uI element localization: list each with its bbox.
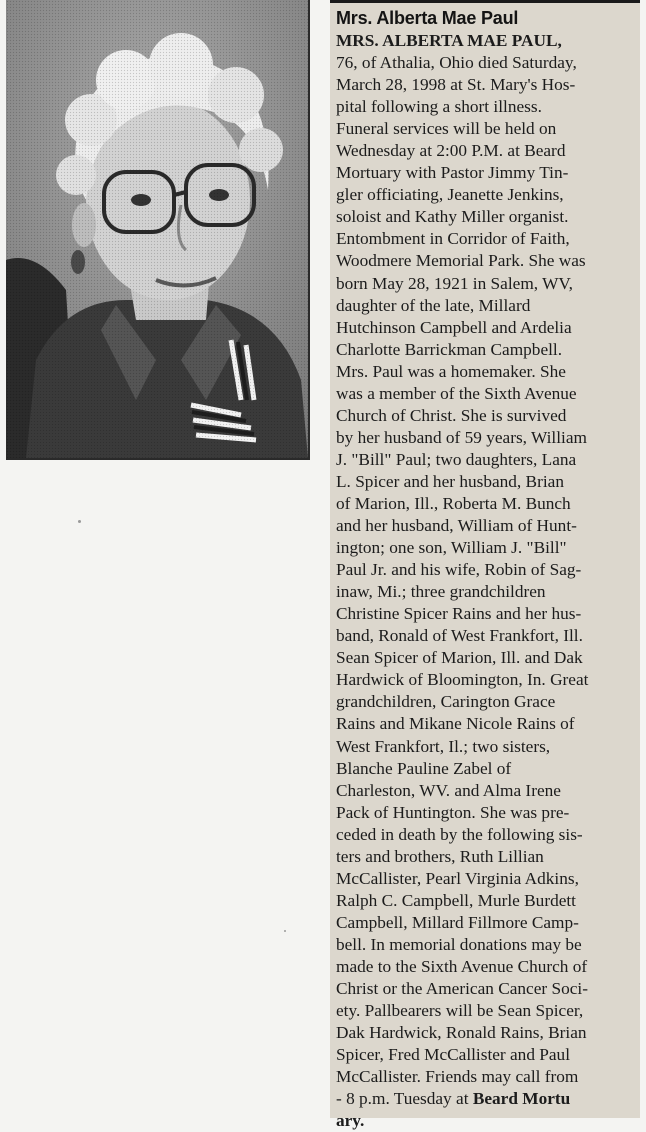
paper-speck xyxy=(78,520,81,523)
obituary-line: Charleston, WV. and Alma Irene xyxy=(336,780,561,800)
obituary-line: Christine Spicer Rains and her hus- xyxy=(336,604,582,624)
obituary-line: McCallister. Friends may call from xyxy=(336,1067,579,1087)
obituary-line: Dak Hardwick, Ronald Rains, Brian xyxy=(336,1023,587,1043)
obituary-column xyxy=(330,0,640,1131)
obituary-line: band, Ronald of West Frankfort, Ill. xyxy=(336,626,583,646)
obituary-line: of Marion, Ill., Roberta M. Bunch xyxy=(336,493,571,513)
obituary-line: Wednesday at 2:00 P.M. at Beard xyxy=(336,141,566,161)
obituary-line: ceded in death by the following sis- xyxy=(336,824,583,844)
obituary-line: born May 28, 1921 in Salem, WV, xyxy=(336,273,573,293)
obituary-line: Spicer, Fred McCallister and Paul xyxy=(336,1045,570,1065)
obituary-line: ington; one son, William J. "Bill" xyxy=(336,538,567,558)
obituary-line: March 28, 1998 at St. Mary's Hos- xyxy=(336,75,576,95)
obituary-line: Entombment in Corridor of Faith, xyxy=(336,229,570,249)
portrait-image xyxy=(6,0,308,458)
obituary-line: soloist and Kathy Miller organist. xyxy=(336,207,569,227)
obituary-line: Sean Spicer of Marion, Ill. and Dak xyxy=(336,648,583,668)
obituary-line: Ralph C. Campbell, Murle Burdett xyxy=(336,890,576,910)
obituary-heading: Mrs. Alberta Mae Paul xyxy=(336,8,519,28)
obituary-line: Mortuary with Pastor Jimmy Tin- xyxy=(336,163,569,183)
funeral-home-name: Beard Mortu xyxy=(472,1089,571,1109)
obituary-line: J. "Bill" Paul; two daughters, Lana xyxy=(336,449,577,469)
obituary-line: was a member of the Sixth Avenue xyxy=(336,383,577,403)
obituary-line: Paul Jr. and his wife, Robin of Sag- xyxy=(336,560,582,580)
obituary-line: inaw, Mi.; three grandchildren xyxy=(336,582,546,602)
portrait-photo xyxy=(6,0,310,460)
obituary-line: West Frankfort, Il.; two sisters, xyxy=(336,736,551,756)
obituary-line: and her husband, William of Hunt- xyxy=(336,516,577,536)
top-rule xyxy=(330,0,640,3)
obituary-line: 76, of Athalia, Ohio died Saturday, xyxy=(336,53,577,73)
obituary-line-last: ary. xyxy=(336,1111,365,1131)
obituary-line: McCallister, Pearl Virginia Adkins, xyxy=(336,868,579,888)
obituary-line: ters and brothers, Ruth Lillian xyxy=(336,846,544,866)
obituary-line: L. Spicer and her husband, Brian xyxy=(336,471,564,491)
obituary-line: Hardwick of Bloomington, In. Great xyxy=(336,670,589,690)
obituary-line: pital following a short illness. xyxy=(336,97,542,117)
obituary-line: Woodmere Memorial Park. She was xyxy=(336,251,586,271)
obituary-line: Charlotte Barrickman Campbell. xyxy=(336,339,563,359)
obituary-line: Christ or the American Cancer Soci- xyxy=(336,979,588,999)
obituary-line-name: MRS. ALBERTA MAE PAUL, xyxy=(336,31,562,50)
obituary-line: Funeral services will be held on xyxy=(336,119,557,139)
obituary-line: grandchildren, Carington Grace xyxy=(336,692,556,712)
obituary-line: gler officiating, Jeanette Jenkins, xyxy=(336,185,564,205)
obituary-line: Blanche Pauline Zabel of xyxy=(336,758,512,778)
obituary-line: bell. In memorial donations may be xyxy=(336,934,582,954)
paper-speck xyxy=(284,930,286,932)
obituary-line: Rains and Mikane Nicole Rains of xyxy=(336,714,575,734)
obituary-line: made to the Sixth Avenue Church of xyxy=(336,956,588,976)
obituary-line: Church of Christ. She is survived xyxy=(336,405,567,425)
obituary-line: by her husband of 59 years, William xyxy=(336,427,587,447)
obituary-line: daughter of the late, Millard xyxy=(336,295,531,315)
obituary-line-visitation: - 8 p.m. Tuesday at Beard Mortu xyxy=(336,1089,571,1109)
obituary-line: Pack of Huntington. She was pre- xyxy=(336,802,570,822)
obituary-line: Campbell, Millard Fillmore Camp- xyxy=(336,912,579,932)
obituary-line: Hutchinson Campbell and Ardelia xyxy=(336,317,572,337)
obituary-line: Mrs. Paul was a homemaker. She xyxy=(336,361,566,381)
obituary-line: ety. Pallbearers will be Sean Spicer, xyxy=(336,1001,584,1021)
obituary-body xyxy=(336,30,646,1132)
